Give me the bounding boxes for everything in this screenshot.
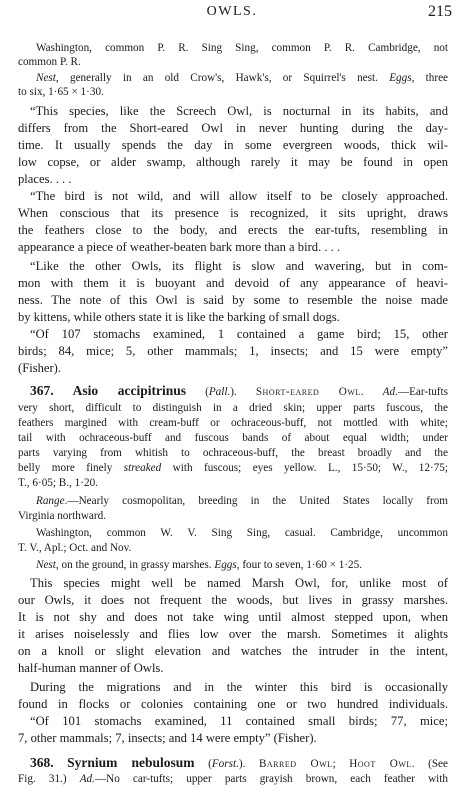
text-span	[54, 758, 68, 770]
text-line	[30, 756, 448, 771]
text-span: , four to seven, 1·60 × 1·25.	[236, 559, 363, 571]
text-line	[30, 327, 448, 341]
text-span	[54, 386, 73, 398]
text-line	[18, 593, 448, 607]
text-line	[18, 644, 448, 658]
text-span: streaked	[123, 462, 162, 474]
text-span: Range	[36, 495, 65, 507]
text-line	[30, 104, 448, 118]
text-span: (Fisher).	[18, 361, 62, 375]
text-span: “The bird is not wild, and will allow itself to be closely approached.	[30, 189, 448, 203]
text-span: mon with them it is buoyant and devoid of any appearance of heavi-	[18, 276, 448, 290]
text-line	[30, 189, 448, 203]
text-line	[18, 541, 448, 555]
text-line	[18, 661, 448, 675]
text-span: (	[186, 386, 209, 398]
text-line	[30, 680, 448, 694]
text-line	[18, 276, 448, 290]
text-span: Washington, common P. R. Sing Sing, common P. R. Cambridge, not	[36, 42, 448, 54]
text-line	[36, 41, 448, 55]
text-span: time. It usually spends the day in some evergreen woods, thick wil-	[18, 138, 448, 152]
text-span: with fuscous; eyes yellow. L., 15·50; W., 12·75;	[161, 462, 448, 474]
text-span: T. V., Apl.; Oct. and Nov.	[18, 542, 132, 554]
text-line	[18, 310, 448, 324]
text-line	[18, 401, 448, 415]
text-line	[18, 344, 448, 358]
text-span: places. . . .	[18, 172, 72, 186]
text-span: “Of 107 stomachs examined, 1 contained a game bird; 15, other	[30, 327, 448, 341]
text-span: ).	[238, 758, 259, 770]
text-line	[18, 293, 448, 307]
text-line	[18, 627, 448, 641]
text-span: Ad.	[79, 773, 95, 785]
text-line	[18, 155, 448, 169]
text-span: our Owls, it does not frequent the woods, but lives in grassy marshes.	[18, 593, 448, 607]
text-line	[18, 461, 448, 475]
text-span: —Ear-tufts	[397, 386, 448, 398]
text-span: differs from the Short-eared Owl in never hunting during the day-	[18, 121, 448, 135]
text-line	[18, 172, 448, 186]
text-span: . (See	[411, 758, 448, 770]
text-span: ;	[332, 758, 350, 770]
page-number: 215	[428, 3, 452, 20]
text-span: ness. The note of this Owl is said by some to resemble the noise made	[18, 293, 448, 307]
text-span: very short, difficult to distinguish in a dried skin; upper parts fuscous, the	[18, 402, 448, 414]
text-span: Nest	[36, 559, 56, 571]
text-span: feathers margined with cream-buff or ochraceous-buff, not mottled with white;	[18, 417, 448, 429]
text-span: “This species, like the Screech Owl, is nocturnal in its habits, and	[30, 104, 448, 118]
text-span: low copse, or alder swamp, although rarely it may be found in open	[18, 155, 448, 169]
text-span: Fig. 31.)	[18, 773, 80, 785]
text-line	[18, 731, 448, 745]
text-span: It is not shy and does not take wing until almost stepped upon, when	[18, 610, 448, 624]
text-span: found in flocks or colonies containing one or two hundred individuals.	[18, 697, 448, 711]
text-span: Barred Owl	[258, 758, 333, 770]
text-line	[36, 558, 448, 572]
text-line	[18, 361, 448, 375]
text-line	[18, 85, 448, 99]
text-span: common P. R.	[18, 56, 81, 68]
text-span: Eggs	[214, 559, 237, 571]
text-span: it arises noiselessly and flies low over the marsh. Sometimes it alights	[18, 627, 448, 641]
text-span: —No car-tufts; upper parts grayish brown, each feather with	[94, 773, 448, 785]
running-header-title: OWLS.	[206, 4, 258, 19]
text-line	[18, 446, 448, 460]
text-line	[30, 384, 448, 399]
text-span: When conscious that its presence is recognized, it sits upright, draws	[18, 206, 448, 220]
text-span: Pall.	[208, 386, 231, 398]
text-line	[18, 697, 448, 711]
text-line	[30, 576, 448, 590]
text-line	[18, 206, 448, 220]
text-span: parts varying from whitish to ochraceous-buff, the breast broadly and the	[18, 447, 448, 459]
text-line	[30, 714, 448, 728]
species-number: 368.	[30, 756, 54, 770]
text-line	[18, 138, 448, 152]
text-span: (	[194, 758, 212, 770]
text-span: Hoot Owl	[349, 758, 412, 770]
species-number: 367.	[30, 384, 54, 398]
text-line	[18, 55, 448, 69]
text-span: Washington, common W. V. Sing Sing, casual. Cambridge, uncommon	[36, 527, 448, 539]
text-span: , three	[411, 72, 448, 84]
text-line	[36, 526, 448, 540]
text-line	[18, 772, 448, 786]
text-line	[18, 509, 448, 523]
text-span: belly more finely	[18, 462, 124, 474]
text-span: by kittens, while others state it is like the barking of small dogs.	[18, 310, 340, 324]
text-span: This species might well be named Marsh Owl, for, unlike most of	[30, 576, 448, 590]
species-name: Asio accipitrinus	[72, 384, 187, 398]
species-name: Syrnium nebulosum	[67, 756, 195, 770]
text-span: birds; 84, mice; 5, other mammals; 1, insects; and 15 were empty”	[18, 344, 448, 358]
text-line	[36, 494, 448, 508]
text-span: Eggs	[389, 72, 412, 84]
text-line	[18, 610, 448, 624]
text-span: Forst.	[211, 758, 239, 770]
text-line	[18, 121, 448, 135]
text-line	[30, 259, 448, 273]
text-span: .	[360, 386, 383, 398]
text-span: on a knoll or slight elevation and watches the intruder in the intent,	[18, 644, 448, 658]
text-line	[36, 71, 448, 85]
text-span: During the migrations and in the winter this bird is occasionally	[30, 680, 448, 694]
text-span: “Of 101 stomachs examined, 11 contained small birds; 77, mice;	[30, 714, 448, 728]
text-span: half-human manner of Owls.	[18, 661, 164, 675]
text-span: .—Nearly cosmopolitan, breeding in the United States locally from	[64, 495, 448, 507]
text-line	[18, 416, 448, 430]
text-span: T., 6·05; B., 1·20.	[18, 477, 98, 489]
text-line	[18, 223, 448, 237]
text-span: the feathers close to the body, and erects the ear-tufts, resembling in	[18, 223, 448, 237]
text-span: to six, 1·65 × 1·30.	[18, 86, 104, 98]
text-span: appearance a piece of weather-beaten bark more than a bird. . . .	[18, 240, 341, 254]
text-span: “Like the other Owls, its flight is slow and wavering, but in com-	[30, 259, 448, 273]
text-span: Nest	[36, 72, 56, 84]
text-line	[18, 431, 448, 445]
text-span: ).	[230, 386, 256, 398]
text-span: Virginia northward.	[18, 510, 106, 522]
text-span: Short-eared Owl	[255, 386, 361, 398]
text-span: tail with ochraceous-buff and fuscous bands of about equal width; under	[18, 432, 448, 444]
text-line	[18, 476, 448, 490]
text-span: , generally in an old Crow's, Hawk's, or Squirrel's nest.	[55, 72, 390, 84]
text-span: Ad.	[382, 386, 398, 398]
text-span: 7, other mammals; 7, insects; and 14 were empty” (Fisher).	[18, 731, 317, 745]
text-line	[18, 240, 448, 254]
text-span: , on the ground, in grassy marshes.	[55, 559, 215, 571]
